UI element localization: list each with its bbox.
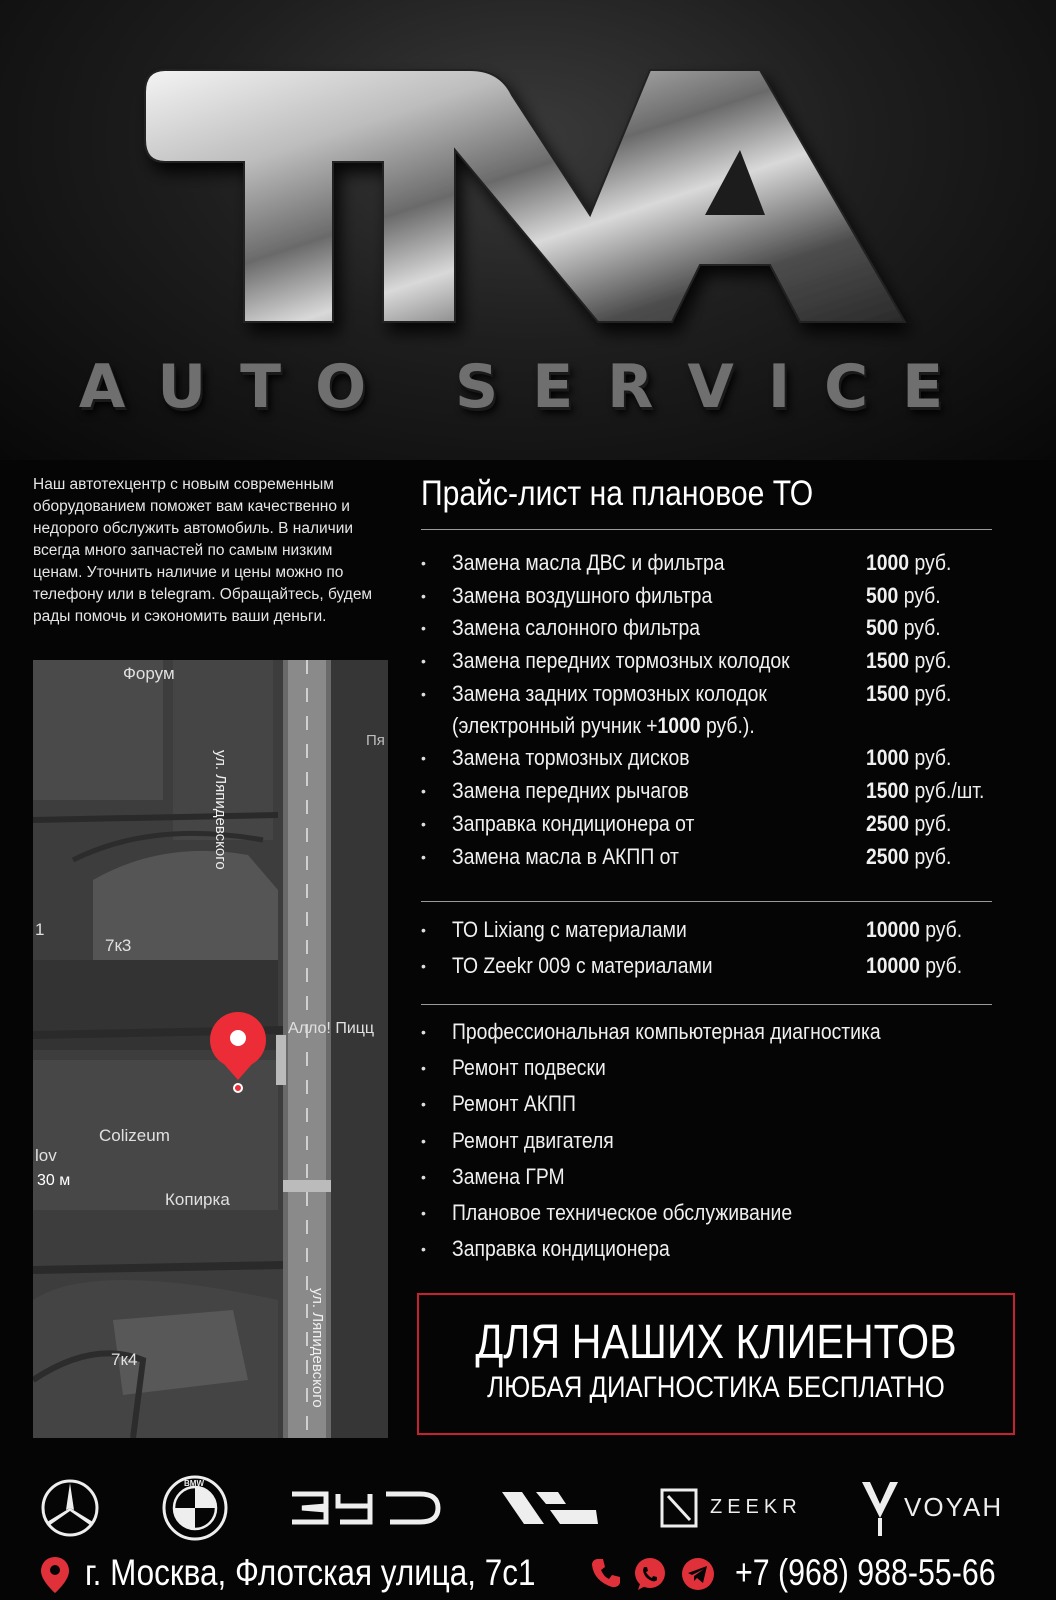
package-row: • ТО Zeekr 009 с материалами 10000 руб. (421, 953, 963, 978)
map-label-kopirka: Копирка (165, 1190, 230, 1209)
lixiang-logo (500, 1465, 600, 1550)
map-label-forum: Форум (123, 664, 175, 683)
price-items (421, 547, 1021, 873)
location-map[interactable] (33, 660, 388, 1438)
map-label-colizeum: Colizeum (99, 1126, 170, 1145)
price-row: • Замена задних тормозных колодок 1500 руб. (421, 680, 952, 706)
price-row: • Замена передних тормозных колодок 1500 руб. (421, 648, 952, 674)
service-row: • Ремонт подвески (421, 1055, 606, 1081)
map-scale: 30 м (37, 1172, 71, 1189)
hero-banner (0, 0, 1056, 460)
telegram-icon[interactable] (680, 1556, 716, 1597)
divider-2 (421, 901, 992, 902)
service-row: • Ремонт АКПП (421, 1091, 576, 1117)
mercedes-logo (40, 1465, 100, 1550)
price-row: • Замена салонного фильтра 500 руб. (421, 615, 941, 641)
address-text[interactable]: г. Москва, Флотская улица, 7с1 (85, 1552, 536, 1593)
service-row: • Ремонт двигателя (421, 1127, 614, 1153)
divider-3 (421, 1004, 992, 1005)
promo-box (417, 1293, 1015, 1435)
voyah-logo (860, 1465, 1003, 1550)
location-pin-icon (40, 1556, 70, 1599)
service-row: • Профессиональная компьютерная диагностика (421, 1019, 881, 1044)
price-row-note: (электронный ручник +1000 руб.). (452, 713, 755, 739)
service-row: • Плановое техническое обслуживание (421, 1199, 793, 1225)
byd-logo (290, 1465, 442, 1550)
price-row: • Замена масла в АКПП от 2500 руб. (421, 843, 952, 869)
voyah-wordmark: VOYAH (904, 1492, 1004, 1522)
whatsapp-icon[interactable] (632, 1556, 668, 1597)
contact-footer (0, 1550, 1056, 1600)
map-street-bottom: ул. Ляпидевского (309, 1288, 326, 1408)
map-label-lov: lov (35, 1146, 57, 1165)
bmw-logo (162, 1465, 228, 1550)
map-label-edge: Пя (366, 732, 385, 749)
service-row: • Замена ГРМ (421, 1163, 565, 1189)
zeekr-logo (660, 1465, 802, 1550)
promo-line-1: ДЛЯ НАШИХ КЛИЕНТОВ (475, 1316, 957, 1369)
auto-service-tagline: AUTO SERVICE (78, 352, 978, 422)
bmw-letters: BMW (184, 1479, 204, 1488)
package-row: • ТО Lixiang с материалами 10000 руб. (421, 917, 963, 942)
phone-icon[interactable] (590, 1557, 622, 1594)
intro-text: Наш автотехцентр с новым современным оборудованием поможет вам качественно и недорого обслужить автомобиль. В наличии всегда много запчастей по самым низким ценам. Уточнить наличие и цены можно по телефону или в telegram. Обращайтесь, будем рады помочь и сэкономить ваши деньги. (33, 476, 373, 625)
price-row: • Замена масла ДВС и фильтра 1000 руб. (421, 550, 952, 575)
package-items (421, 912, 1021, 984)
phone-number[interactable]: +7 (968) 988-55-66 (735, 1552, 996, 1593)
price-row: • Замена тормозных дисков 1000 руб. (421, 745, 952, 771)
price-row: • Замена воздушного фильтра 500 руб. (421, 582, 941, 608)
price-row: • Замена передних рычагов 1500 руб./шт. (421, 778, 985, 804)
promo-line-2: ЛЮБАЯ ДИАГНОСТИКА БЕСПЛАТНО (487, 1371, 945, 1404)
map-label-1: 1 (35, 920, 45, 939)
zeekr-wordmark: ZEEKR (710, 1496, 802, 1518)
map-label-allo-pizza: Алло! Пицц (288, 1020, 375, 1037)
brand-logos (0, 1465, 1056, 1550)
map-label-7k4: 7к4 (111, 1350, 138, 1369)
service-row: • Заправка кондиционера (421, 1236, 670, 1262)
price-row: • Заправка кондиционера от 2500 руб. (421, 810, 952, 836)
price-list-title: Прайс-лист на плановое ТО (421, 474, 814, 513)
service-items (421, 1014, 1021, 1267)
map-label-7k3: 7к3 (105, 936, 132, 955)
divider-1 (421, 529, 992, 530)
map-street-top: ул. Ляпидевского (212, 750, 229, 870)
map-graphic (33, 660, 388, 1438)
